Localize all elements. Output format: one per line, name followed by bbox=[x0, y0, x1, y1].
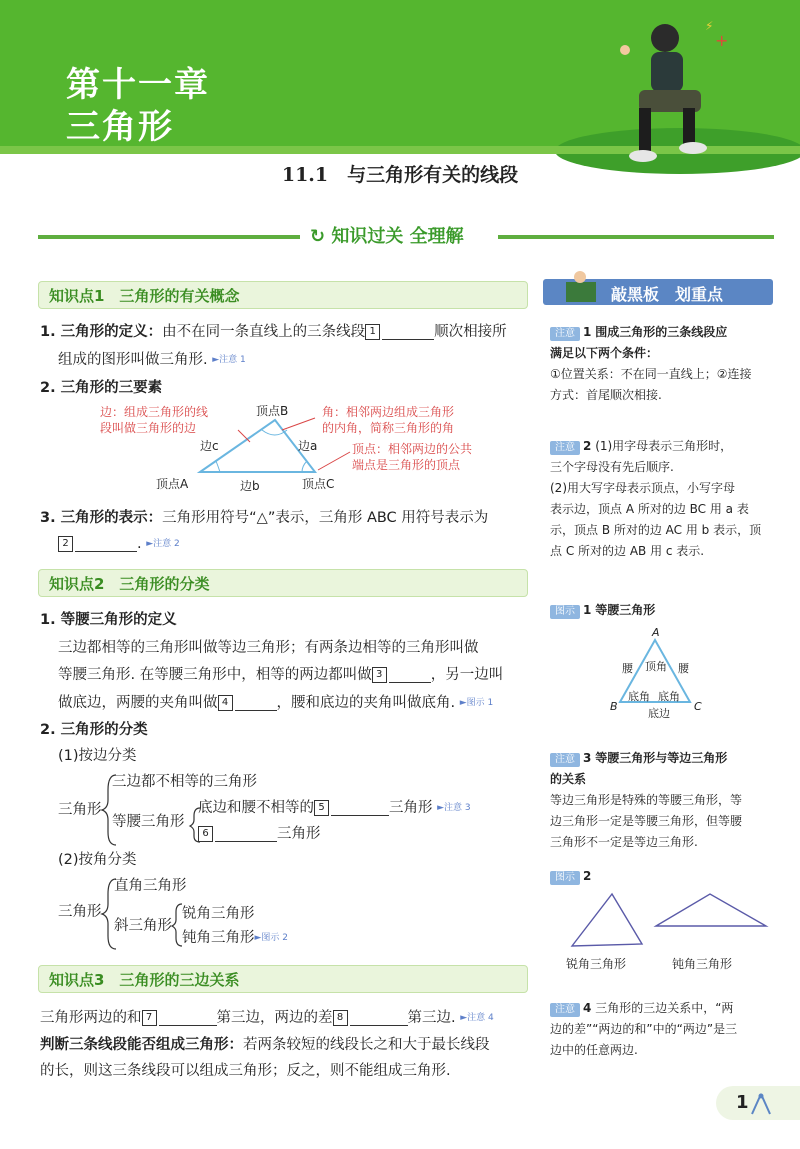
note-3-line-4: 边三角形一定是等腰三角形，但等腰 bbox=[550, 814, 743, 828]
knowledge-point-1-label: 知识点1 三角形的有关概念 bbox=[49, 287, 240, 305]
note-number: 3 bbox=[583, 751, 592, 765]
answer-blank bbox=[235, 696, 277, 711]
refresh-icon: ↻ bbox=[310, 226, 326, 247]
banner-label: 知识过关 全理解 bbox=[331, 226, 464, 247]
tree-isosceles-non-equal-text: 底边和腰不相等的 bbox=[198, 800, 314, 816]
figure-tag: 图示 bbox=[550, 871, 580, 885]
tree-obtuse-triangle bbox=[182, 924, 288, 952]
blank-number-box: 4 bbox=[218, 695, 233, 711]
tree-isosceles-non-equal-text-2: 三角形 bbox=[389, 800, 433, 816]
note-1-text: 围成三角形的三条线段应 bbox=[595, 325, 728, 339]
angle-note bbox=[322, 404, 454, 436]
fig1-base-angle-left: 底角 bbox=[628, 690, 650, 703]
k2-line-2 bbox=[58, 661, 503, 689]
figure-1-heading bbox=[550, 600, 772, 621]
edge-note-line-2: 段叫做三角形的边 bbox=[100, 421, 197, 435]
figure-number: 2 bbox=[583, 869, 592, 883]
k3-line-1-text-3: 第三边. bbox=[407, 1010, 456, 1026]
acute-triangle-caption: 锐角三角形 bbox=[566, 957, 627, 971]
k3-judge-label: 判断三条线段能否组成三角形： bbox=[40, 1037, 243, 1053]
vertex-note bbox=[352, 441, 472, 473]
k1-line-2 bbox=[58, 346, 246, 374]
answer-blank bbox=[215, 827, 277, 842]
student-illustration bbox=[585, 10, 735, 170]
note-number: 2 bbox=[583, 439, 592, 453]
note-ref-tag: ►注意 2 bbox=[146, 539, 180, 549]
blank-number-box: 5 bbox=[314, 800, 329, 816]
k1-def-text: 由不在同一条直线上的三条线段 bbox=[162, 324, 366, 340]
note-ref-tag: ►注意 4 bbox=[460, 1013, 494, 1023]
tree-equilateral-text: 三角形 bbox=[277, 826, 321, 842]
vertex-b-label: 顶点B bbox=[256, 404, 289, 418]
edge-c-label: 边c bbox=[200, 439, 219, 453]
k2-line-1: 三边都相等的三角形叫做等边三角形；有两条边相等的三角形叫做 bbox=[58, 640, 479, 656]
k1-def-text-3: 组成的图形叫做三角形. bbox=[58, 352, 208, 368]
chapter-title bbox=[66, 64, 210, 148]
k2-by-angles: (2)按角分类 bbox=[58, 852, 137, 868]
figure-1-title: 等腰三角形 bbox=[595, 603, 656, 617]
note-3-line-1 bbox=[550, 748, 772, 769]
figure-2 bbox=[550, 866, 772, 887]
svg-text:+: + bbox=[715, 31, 729, 50]
tree-scalene: 三边都不相等的三角形 bbox=[112, 774, 257, 790]
k2-isosceles-heading: 1. 等腰三角形的定义 bbox=[40, 612, 177, 628]
k3-line-1-text-2: 第三边，两边的差 bbox=[216, 1010, 333, 1026]
banner-title bbox=[310, 222, 464, 248]
edge-b-label: 边b bbox=[240, 479, 260, 493]
tree-isosceles-non-equal bbox=[198, 794, 471, 822]
note-2-line-2: 三个字母没有先后顺序. bbox=[550, 460, 674, 474]
fig1-leg-left: 腰 bbox=[622, 662, 633, 675]
acute-obtuse-figure bbox=[560, 888, 780, 950]
note-1-line-2: 满足以下两个条件： bbox=[550, 346, 659, 360]
k2-classification-heading: 2. 三角形的分类 bbox=[40, 722, 148, 738]
svg-text:⚡: ⚡ bbox=[705, 19, 714, 33]
blank-number-box: 8 bbox=[333, 1010, 348, 1026]
blank-number-box: 2 bbox=[58, 536, 73, 552]
banner-line-left bbox=[38, 235, 300, 239]
fig1-apex-angle: 顶角 bbox=[645, 660, 667, 673]
fig1-base: 底边 bbox=[648, 707, 670, 720]
knowledge-point-2-label: 知识点2 三角形的分类 bbox=[49, 575, 210, 593]
note-tag: 注意 bbox=[550, 441, 580, 455]
blank-number-box: 7 bbox=[142, 1010, 157, 1026]
angle-note-line-1: 角：相邻两边组成三角形 bbox=[322, 405, 455, 419]
note-2-line-1 bbox=[550, 436, 772, 457]
note-ref-tag: ►注意 3 bbox=[437, 803, 471, 813]
k2-line-2-text-2: ，另一边叫 bbox=[430, 667, 504, 683]
k3-line-1 bbox=[40, 1004, 494, 1032]
vertex-note-line-2: 端点是三角形的顶点 bbox=[352, 458, 461, 472]
k2-by-sides: (1)按边分类 bbox=[58, 748, 137, 764]
figure-number: 1 bbox=[583, 603, 592, 617]
fig1-vertex-b: B bbox=[610, 700, 618, 713]
k3-judge-text: 若两条较短的线段长之和大于最长线段 bbox=[243, 1037, 490, 1053]
teacher-icon bbox=[562, 268, 602, 306]
figure-2-heading bbox=[550, 866, 772, 887]
note-tag: 注意 bbox=[550, 753, 580, 767]
k1-def-text-2: 顺次相接所 bbox=[434, 324, 507, 340]
fig1-leg-right: 腰 bbox=[678, 662, 689, 675]
note-2-line-4: 表示边，顶点 A 所对的边 BC 用 a 表 bbox=[550, 502, 749, 516]
fig1-base-angle-right: 底角 bbox=[658, 690, 680, 703]
note-4-text: 三角形的三边关系中，“两 bbox=[595, 1001, 734, 1015]
figure-1 bbox=[550, 600, 772, 621]
section-title: 11.1 与三角形有关的线段 bbox=[281, 164, 519, 186]
figure-tag: 图示 bbox=[550, 605, 580, 619]
chapter-name: 三角形 bbox=[66, 107, 174, 147]
answer-blank bbox=[331, 801, 389, 816]
k1-notation-text: 三角形用符号“△”表示，三角形 ABC 用符号表示为 bbox=[162, 510, 489, 526]
edge-a-label: 边a bbox=[298, 439, 318, 453]
note-1-line-1 bbox=[550, 322, 772, 343]
note-1 bbox=[550, 322, 772, 406]
k2-line-2-text: 等腰三角形. 在等腰三角形中，相等的两边都叫做 bbox=[58, 667, 372, 683]
key-points-title: 敲黑板 划重点 bbox=[611, 285, 724, 304]
tree-acute-triangle: 锐角三角形 bbox=[182, 906, 255, 922]
knowledge-point-3-bar bbox=[38, 965, 528, 993]
note-number: 4 bbox=[583, 1001, 592, 1015]
answer-blank bbox=[389, 668, 431, 683]
answer-blank bbox=[159, 1011, 217, 1026]
knowledge-point-3-label: 知识点3 三角形的三边关系 bbox=[49, 971, 240, 989]
vertex-note-line-1: 顶点：相邻两边的公共 bbox=[352, 442, 473, 456]
k3-line-2 bbox=[40, 1031, 490, 1059]
figure-ref-tag: ►图示 1 bbox=[459, 698, 494, 708]
note-2 bbox=[550, 436, 772, 562]
note-ref-tag: ►注意 1 bbox=[212, 355, 246, 365]
note-2-text: (1)用字母表示三角形时， bbox=[595, 439, 733, 453]
note-tag: 注意 bbox=[550, 1003, 580, 1017]
angle-note-line-2: 的内角，简称三角形的角 bbox=[322, 421, 455, 435]
answer-blank bbox=[382, 325, 434, 340]
vertex-a-label: 顶点A bbox=[156, 477, 189, 491]
page-number: 1 bbox=[736, 1092, 749, 1113]
note-4-line-3: 边中的任意两边. bbox=[550, 1043, 638, 1057]
knowledge-point-2-bar bbox=[38, 569, 528, 597]
compass-icon bbox=[748, 1092, 774, 1116]
edge-note bbox=[100, 404, 208, 436]
k2-line-3-text-2: ，腰和底边的夹角叫做底角. bbox=[276, 695, 456, 711]
tree-equilateral bbox=[198, 820, 321, 848]
note-3-line-3: 等边三角形是特殊的等腰三角形，等 bbox=[550, 793, 743, 807]
k2-line-3 bbox=[58, 689, 493, 717]
k3-line-1-text: 三角形两边的和 bbox=[40, 1010, 142, 1026]
note-2-line-6: 点 C 所对的边 AB 用 c 表示. bbox=[550, 544, 705, 558]
k2-line-3-text: 做底边，两腰的夹角叫做 bbox=[58, 695, 218, 711]
blank-number-box: 1 bbox=[365, 324, 380, 340]
blank-number-box: 6 bbox=[198, 826, 213, 842]
k1-line-4: 2 . ►注意 2 bbox=[58, 530, 180, 558]
note-1-line-4: 方式：首尾顺次相接. bbox=[550, 388, 662, 402]
answer-blank bbox=[350, 1011, 408, 1026]
k1-line-1 bbox=[40, 318, 507, 346]
tree-right-triangle: 直角三角形 bbox=[114, 878, 187, 894]
chapter-number: 第十一章 bbox=[66, 65, 210, 105]
k3-line-3: 的长，则这三条线段可以组成三角形；反之，则不能组成三角形. bbox=[40, 1063, 451, 1079]
tree-isosceles: 等腰三角形 bbox=[112, 814, 185, 830]
k1-def-label: 1. 三角形的定义： bbox=[40, 324, 163, 340]
note-4-line-1 bbox=[550, 998, 772, 1019]
tree-obtuse-triangle-text: 钝角三角形 bbox=[182, 930, 255, 946]
figure-ref-tag: ►图示 2 bbox=[254, 933, 289, 943]
note-tag: 注意 bbox=[550, 327, 580, 341]
tree-root-angles: 三角形 bbox=[58, 904, 102, 920]
note-3-text: 等腰三角形与等边三角形 bbox=[595, 751, 728, 765]
k1-three-elements: 2. 三角形的三要素 bbox=[40, 380, 163, 396]
note-4-line-2: 边的差”“两边的和”中的“两边”是三 bbox=[550, 1022, 738, 1036]
note-4 bbox=[550, 998, 772, 1061]
tree-root-sides: 三角形 bbox=[58, 802, 102, 818]
note-number: 1 bbox=[583, 325, 592, 339]
edge-note-line-1: 边：组成三角形的线 bbox=[100, 405, 209, 419]
fig1-vertex-a: A bbox=[652, 626, 660, 639]
note-3-line-5: 三角形不一定是等边三角形. bbox=[550, 835, 698, 849]
banner-line-right bbox=[498, 235, 774, 239]
note-2-line-3: (2)用大写字母表示顶点，小写字母 bbox=[550, 481, 735, 495]
note-3 bbox=[550, 748, 772, 853]
fig1-vertex-c: C bbox=[694, 700, 702, 713]
vertex-c-label: 顶点C bbox=[302, 477, 335, 491]
blank-number-box: 3 bbox=[372, 667, 387, 683]
note-3-line-2: 的关系 bbox=[550, 772, 587, 786]
obtuse-triangle-caption: 钝角三角形 bbox=[672, 957, 733, 971]
note-1-line-3: ①位置关系：不在同一直线上；②连接 bbox=[550, 367, 752, 381]
k1-line-3 bbox=[40, 504, 488, 532]
note-2-line-5: 示，顶点 B 所对的边 AC 用 b 表示，顶 bbox=[550, 523, 762, 537]
knowledge-point-1-bar bbox=[38, 281, 528, 309]
k1-notation-label: 3. 三角形的表示： bbox=[40, 510, 163, 526]
answer-blank bbox=[75, 537, 137, 552]
tree-oblique-triangle: 斜三角形 bbox=[114, 918, 172, 934]
